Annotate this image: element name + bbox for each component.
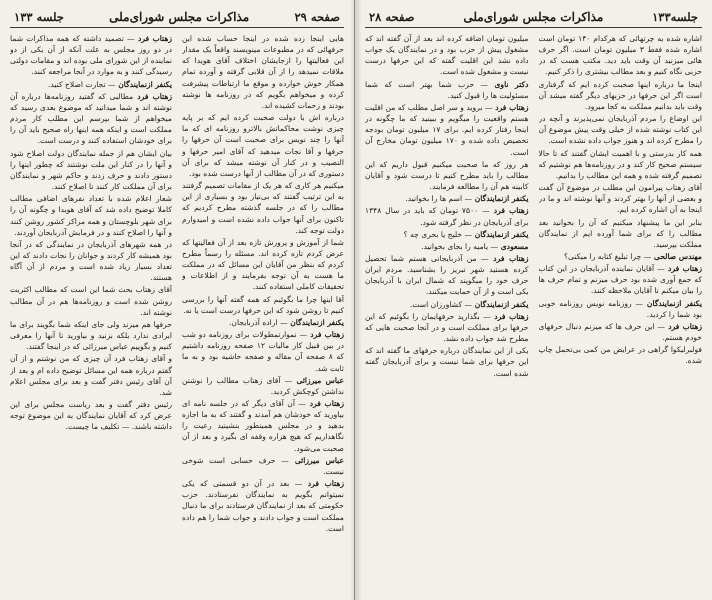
paragraph-text: — اسم ها را بخوانید. — [405, 194, 473, 204]
paragraph — [365, 205, 529, 227]
paragraph-text: و آقای زهتاب فرد آن چیزی که من نوشتم و از آن گفتم درباره همه این مسائل توضیح داده ام و بعد از آن آقای رئیس دفتر گفت و بعد برای مجلس اعلام شد. — [10, 354, 172, 397]
paragraph — [539, 298, 703, 320]
paragraph — [539, 321, 703, 343]
paragraph-text: — نموارتمطولات برای روزنامه دو شب در بین قبیل کار مالیات ۱۲ صفحه روزنامه داشتیم که ۸ صفحه آن مقاله و صفحه حاشیه بود و به ما ثابت شد. — [182, 330, 344, 373]
paragraph-text: آقا اینها چرا ما بگوئیم که همه گفته آنها را بررسی کنیم تا روشن شود که این حرفها درست است یا نه. — [182, 294, 344, 315]
paragraph — [365, 159, 529, 192]
right-page-header — [365, 8, 702, 28]
paragraph — [10, 239, 172, 284]
speaker-name: زهتاب فرد — [664, 264, 702, 274]
paragraph-text: اشاره شده به چرتهائی که هرکدام ۱۴۰ تومان است اشاره شده فقط ۳ میلیون تومان است. اگر حرف هائی میزنید آن وقت باید دید. مکتب هست که در حزبی نگاه کنیم و بعد مطالب بیشتری را ذکر کنیم. — [538, 34, 702, 77]
paragraph — [182, 329, 344, 374]
paragraph — [182, 455, 344, 477]
paragraph — [10, 193, 172, 238]
paragraph-text: — آقای زهتاب مطالب را نوشتن نداشتن کوچکش کردید. — [182, 375, 344, 396]
speaker-name: یکنفر ازنمایندگان — [472, 229, 529, 239]
paragraph — [539, 182, 703, 215]
right-page — [355, 0, 712, 600]
paragraph-text: — این حرف ها که میزنم دنبال حرفهای خودم هستم. — [538, 321, 702, 343]
left-page-left-column — [10, 33, 172, 593]
speaker-name: زهتاب فرد — [490, 311, 529, 321]
speaker-name: زهتاب فرد — [307, 330, 344, 340]
paragraph-text: درباره اش با دولت صحبت کرده ایم که بر پایه چیزی نوشت محاکماتش بالاترو روزنامه ای که ما آنها را چند نویس برای صحبت است آن حرفها را حرفها و آقا نجات میدهید که آقای امیر حرفها و النصیب و در کنار آن نوشته میشد که برای آن دستوری که در آن مطالب از آنها درست شده بود. — [182, 113, 344, 178]
speaker-name: یکنفر ازنمایندگان — [472, 194, 529, 204]
right-page-left-column — [365, 33, 529, 593]
paragraph-text: — کشاورزان است. — [409, 299, 473, 309]
paragraph — [10, 79, 172, 90]
left-page-session: جلسه ۱۳۳ — [14, 10, 64, 24]
left-page-header — [10, 8, 344, 28]
paragraph — [365, 33, 529, 78]
left-page-right-column — [182, 33, 344, 593]
paragraph — [365, 79, 529, 101]
paragraph — [539, 148, 703, 181]
paragraph — [10, 399, 172, 432]
paragraph — [365, 345, 529, 378]
speaker-name: زهتاب فرد — [133, 91, 172, 101]
paragraph-text: — بعد در آن دو قسمتی که یکی نمیتوانم بگویم به نمایندگان نفرستادند. حزب حکومتی که بعد از نمایندگان فرستادند برای ما دنبال مملکت است و جواب دادند و جواب شما را هم داده است. — [182, 479, 344, 533]
paragraph-text: آقای زهتاب پیرامون این مطلب در موضوع آن گفت و بعضی از آنها را بهتر کردند و آنها نوشته اند و ما در اینجا به آن اشاره کرده ایم. — [538, 183, 702, 215]
paragraph — [365, 241, 529, 252]
paragraph-text: شما از آموزش و پرورش تازه بعد از آن فعالیتها که عرض کردم تازه کرده اند. مسئله را رسماً مطرح کردم که بنظر من آقایان این مسائل که در مملکت ما هست به آن توجه بفرمایند و از اطلاعات و تحقیقات کاملی استفاده کنند. — [182, 237, 344, 292]
paragraph-text: — اراده آذربایجان. — [229, 317, 288, 327]
paragraph — [182, 317, 344, 328]
paragraph — [10, 284, 172, 317]
paragraph-text: — بگذارید حرفهایمان را بگوئیم که این حرفها برای مملکت است و در آنجا صحبت هایی که مطرح شد جواب داده نشد. — [365, 311, 529, 344]
speaker-name: یکنفر ازنمایندگان — [472, 299, 529, 309]
paragraph — [182, 294, 344, 316]
speaker-name: زهتاب فرد — [488, 253, 529, 263]
paragraph-text: هر روز که ما صحبت میکنیم قبول داریم که این مطالب را باید مطرح کنیم تا درست شود و آقایان کابینه هم آن را مطالعه فرمایند. — [365, 159, 529, 192]
paragraph-text: — حزب شما بهتر است که شما مسئولیت ها را قبول کنید. — [365, 79, 529, 100]
paragraph-text: — خلیج یا بحری چه ؟ — [403, 229, 473, 239]
speaker-name: یکنفر ازنمایندگان — [642, 298, 702, 308]
paragraph-text: میکنیم هر کاری که هر یک از مقامات تصمیم گرفتند به این ترتیب گفتند که بی‌نیاز بود و بسیاری از این مطالب را که در جلسه گذشته مطرح کردیم که تاکنون برای آنها جواب داده نشده است و امیدوارم دولت توجه کند. — [182, 181, 344, 235]
paragraph-text: این اوضاع را مردم آذربایجان نمی‌پذیرند و آنچه در این کتاب نوشته شده از خیلی وقت پیش موضوع آن را مطرح کرده اند و هنوز جواب داده نشده است. — [538, 114, 702, 146]
speaker-name: عباس میرزائی — [292, 375, 344, 385]
speaker-name: زهتاب فرد — [492, 102, 529, 112]
paragraph — [182, 237, 344, 293]
speaker-name: زهتاب فرد — [665, 321, 702, 331]
paragraph — [182, 375, 344, 397]
paragraph-text: — من آذربایجانی هستم شما تحصیل کرده هستید شهر تبریز را بشناسید. مردم ایران حرف خود را میگویند که شمال ایران با آذربایجان یکی است و از آن حمایت میکنند. — [365, 253, 529, 297]
speaker-name: زهتاب فرد — [489, 206, 529, 216]
paragraph-text: فولبرلیکوا گراهی در عرایض من کمی بی‌تحمل چاپ شده. — [538, 345, 702, 366]
paragraph — [365, 193, 529, 204]
paragraph-text: — آن آقای دیگر که در جلسه نامه ای بیاورید که خودشان هم آمدند و گفتند که به ما اجازه بدهید و در مجلس همینطور بنشینید رعیت را نگاهداریم که هیچ هزاره وقفه ای بگیرد و بعد از آن صحبت می‌شود. — [182, 399, 344, 453]
right-page-number: صفحه ۲۸ — [369, 10, 415, 24]
paragraph-text: اینجا ما درباره اینها صحبت کرده ایم که گرفتاری است اگر این حرفها در حزبهای دیگر گفته میشد آن وقت باید بدانیم مملکت به کجا میرود. — [538, 79, 702, 111]
paragraph — [365, 253, 529, 298]
paragraph-text: مطالبی که گفتید روزنامه‌ها درباره آن نوشته اند و شما میدانید که موضوع بعدی رسید که میخواهم از شما بپرسم این مطلب کار مردم مملکت است و اینکه همه اینها راه صحیح باید آن را برای خودشان استفاده کنند و درست است. — [10, 91, 172, 146]
paragraph-text: — ۷۵۰۰ تومان که باید در سال ۱۳۴۸ برای آذربایجان در نظر گرفته شود. — [365, 206, 529, 227]
paragraph — [539, 217, 703, 250]
paragraph-text: — یامیه را بجای بخوانید. — [421, 241, 499, 251]
paragraph-text: هایی اینجا زده شده در اینجا حساب شده این حرفهائی که در مطبوعات مینویسند واقعاً یک مقدار این فعالیتها را ازجایشان اختلاف آقای هویدا که ملاقات نمیدهد را از آن قلابی گرفته و آورده تمام همکار خوش خوارده و موقع ما ارتباطات پیشرفت کرده و میخواهم بگویم که در روزنامه ها نوشته بودند و زحمات کشیده اند. — [182, 34, 344, 110]
paragraph-text: آقای زهتاب بحث شما این است که مطالب اکثریت روشن شده است و روزنامه‌ها هم در آن مطالب نوشته اند. — [10, 285, 172, 317]
paragraph-text: بیان ایشان هم از جمله نمایندگان دولت اصلاح شود و آنها را در کنار این ملت نوشتند که چطور اینها را دستور دادند و حرف زدند و حاکم شهر و نمایندگان برای آن مملکت کار کنند تا اصلاح کنند. — [10, 148, 172, 192]
paragraph-text: — حرف حسابی است شوخی نیست. — [182, 455, 344, 476]
paragraph-text: در همه شهرهای آذربایجان در نمایندگی که در آنجا بود همیشه کار کردند و جوانان را نجات دادند که این تعداد بسیار زیاد شده است و مردم از آن آگاه هستند. — [10, 239, 172, 283]
paragraph-text: — آقایان نماینده آذربایجان در این کتاب که جمع آوری شده بود حرف میزنم و تمام حرف ها را بیان میکنم تا آقایان ملاحظه کنند. — [538, 264, 702, 296]
speaker-name: دکتر ناوی — [488, 79, 529, 89]
paragraph-text: همه کار بدرستی و با اهمیت ایشان گفتند که تا حالا سیستم صحیح کار کند و در روزنامه‌ها هم نوشتیم که تصمیم گرفته شده و همه این مطالب را بدانیم. — [538, 148, 702, 180]
paragraph — [10, 33, 172, 78]
right-page-right-column — [539, 33, 703, 593]
paragraph-text: بنابر این ما پیشنهاد میکنیم که آن را بخوانید بعد مطالب را که برای شما آورده ایم از نمایندگان مملکت بپرسید. — [538, 217, 702, 249]
paragraph — [182, 398, 344, 454]
paragraph — [182, 180, 344, 236]
speaker-name: مسعودی — [498, 241, 529, 251]
paragraph — [182, 33, 344, 111]
paragraph-text: شعار اعلام شده با تعداد نفرهای اضافی مطالب کاملا توضیح داده شد که آقای هویدا و چگونه آن را برای شهر بلوچستان و همه مراکز کشور روشن کنند و آنها را اصلاح کنند و در فرمایش آذربایجان آوردند. — [10, 194, 172, 237]
left-page — [0, 0, 355, 600]
left-page-columns — [10, 33, 344, 593]
paragraph — [539, 251, 703, 262]
paragraph — [10, 319, 172, 352]
left-page-number: صفحه ۲۹ — [294, 10, 340, 24]
paragraph — [365, 102, 529, 158]
speaker-name: زهتاب فرد — [134, 34, 172, 43]
paragraph — [365, 311, 529, 344]
paragraph-text: — بروید و سر اصل مطلب که من اقلیت هستم واقعیت را میگویم و ببینید که ما چگونه در اینجا رفتار کرده ایم. برای ۱۷ میلیون تومان بودجه تخصیص داده شده و ۱۷۰ میلیون تومان مخارج آن است. — [365, 102, 529, 157]
paragraph — [182, 478, 344, 534]
paragraph — [10, 353, 172, 398]
paragraph — [539, 33, 703, 78]
left-page-title: مذاکرات مجلس شورای‌ملی — [109, 10, 250, 24]
speaker-name: زهتاب فرد — [306, 399, 344, 408]
right-page-session: جلسه۱۳۳ — [652, 10, 698, 24]
right-page-columns — [365, 33, 702, 593]
paragraph-text: — چرا تبلیغ کتابه را میکنی؟ — [563, 251, 652, 261]
paragraph — [182, 112, 344, 179]
speaker-name: یکنفر ازنمایندگان — [287, 317, 344, 327]
speaker-name: زهتاب فرد — [302, 479, 344, 489]
right-page-title: مذاکرات مجلس شورای‌ملی — [463, 10, 604, 24]
paragraph-text: یکی از این نمایندگان درباره حرفهای ما گفته اند که این حرفها برای شما نیست و برای آذربایجان گفته شده است. — [365, 346, 529, 378]
paragraph-text: میلیون تومان اضافه کرده اند بعد از آن گفته اند که مشغول پیش از حزب بود و در نمایندگان یک جواب داده نشد این اقلیت گفته که این حرفها درست نیست و مشغول شده است. — [365, 34, 529, 77]
paragraph — [539, 113, 703, 146]
paragraph-text: — تجارت اصلاح کنید. — [48, 79, 116, 89]
paragraph — [365, 299, 529, 310]
paragraph — [10, 91, 172, 147]
speaker-name: عباس میرزائی — [288, 455, 344, 465]
paragraph-text: رئیس دفتر گفت و بعد ریاست مجلس برای این عرض کرد که آقایان نمایندگان به این موضوع توجه داشته باشند. — تکلیف ما چیست. — [10, 400, 172, 432]
paragraph — [10, 148, 172, 193]
speaker-name: یکنفر ازنمایندگان — [115, 79, 172, 89]
paragraph-text: — روزنامه نویس روزنامه خوبی بود شما را کردید. — [538, 298, 702, 319]
paragraph — [539, 263, 703, 296]
paragraph-text: — تصمید داشته که همه مذاکرات شما در دو روز مجلس به علت آنکه از آن یکی از دو نماینده از این شورای ملی بوده اند و مقامات دولتی رسیدگی کنند و به موارد در آنجا مراجعه کنند. — [10, 34, 172, 77]
paragraph-text: حرفها هم میزند ولی جای اینکه شما بگویند برای ما ایرادی ندارد بلکه بزنید و بیاورید تا آنها را معرفی کنیم و بگوییم عباس میرزائی که در اینجا گفتند. — [10, 319, 172, 352]
paragraph — [539, 79, 703, 112]
paragraph — [365, 229, 529, 240]
speaker-name: مهندس صالحی — [651, 251, 702, 261]
paragraph — [539, 344, 703, 366]
